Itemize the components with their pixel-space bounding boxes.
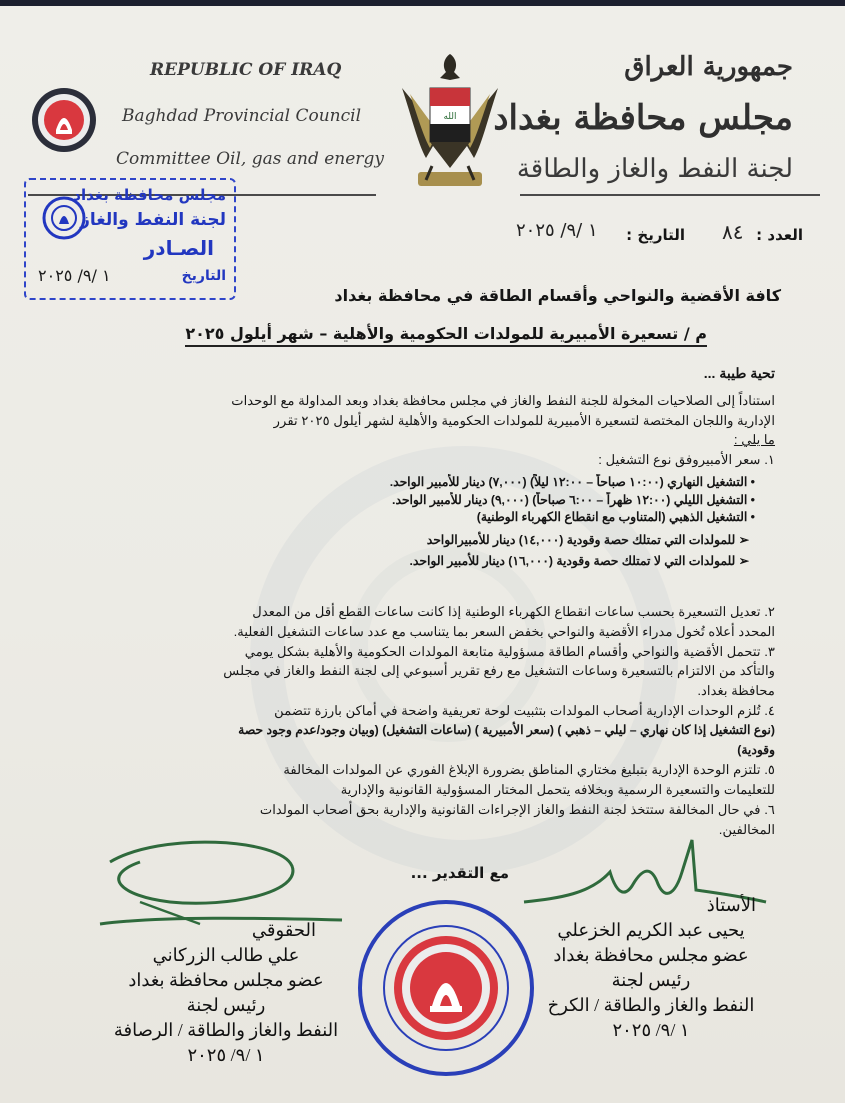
item1: [55, 450, 775, 470]
signatory-left-role3: النفط والغاز والطاقة / الرصافة: [113, 1020, 339, 1040]
signatory-left-date: ١ /٩/ ٢٠٢٥: [187, 1045, 265, 1065]
signatory-right-role1: عضو مجلس محافظة بغداد: [553, 945, 749, 965]
header-en-line1: REPUBLIC OF IRAQ: [150, 60, 342, 80]
sub-bullet-item: [89, 551, 749, 572]
signatory-left-title: الحقوقي: [251, 920, 316, 940]
bullet-text: التشغيل الذهبي (المتناوب مع انقطاع الكهرباء الوطنية): [476, 510, 748, 524]
subject: م / تسعيرة الأمبيرية للمولدات الحكومية والأهلية – شهر أيلول ٢٠٢٥: [185, 324, 707, 347]
paragraph-line: محافظة بغداد.: [697, 683, 775, 699]
sub-bullet-list: [89, 530, 749, 572]
paragraph-line: وقودية): [737, 742, 775, 757]
paragraph-line: ٢. تعديل التسعيرة بحسب ساعات انقطاع الكهرباء الوطنية إذا كانت ساعات القطع أقل من المعدل: [252, 604, 775, 619]
signatory-left-role2: رئيس لجنة: [186, 995, 266, 1015]
arrow-bullet-icon: ➢: [738, 533, 749, 547]
sub-bullet-text: للمولدات التي لا تمتلك حصة وقودية (١٦,٠٠٠) دينار للأمبير الواحد.: [409, 554, 736, 568]
header-ar-line3: لجنة النفط والغاز والطاقة: [516, 154, 793, 184]
paragraph-line: للتعليمات والتسعيرة الرسمية وبخلافه يتحمل المختار المسؤولية القانونية والإدارية: [340, 782, 775, 798]
greeting: تحية طيبة ...: [703, 365, 775, 381]
stamp-line3: الصـادر: [143, 236, 214, 260]
recipient: كافة الأقضية والنواحي وأقسام الطاقة في محافظة بغداد: [334, 286, 781, 305]
signatory-right-title: الأستاذ: [706, 895, 756, 915]
header-ar-line1: جمهورية العراق: [624, 52, 793, 82]
signatory-left-name: علي طالب الزركاني: [152, 945, 300, 965]
intro-line: الإدارية واللجان المختصة لتسعيرة الأمبيرية للمولدات الحكومية والأهلية لشهر أيلول ٢٠٢٥ تقرر: [273, 412, 775, 428]
sub-bullet-item: [89, 530, 749, 551]
paragraphs: [55, 602, 775, 840]
stamp-line2: لجنة النفط والغاز: [80, 210, 226, 230]
date-label: التاريخ :: [626, 226, 685, 244]
closing: مع التقدير ...: [410, 864, 509, 882]
signatory-left: [106, 918, 346, 1068]
date-value: ١ /٩/ ٢٠٢٥: [516, 220, 598, 241]
issued-stamp: [24, 178, 236, 300]
signatory-right-date: ١ /٩/ ٢٠٢٥: [612, 1020, 690, 1040]
signatory-right-name: يحيى عبد الكريم الخزعلي: [557, 920, 745, 940]
intro-line: استناداً إلى الصلاحيات المخولة للجنة النفط والغاز في مجلس محافظة بغداد وبعد المداولة مع الوحدات: [231, 393, 775, 408]
paragraph-line: ٣. تتحمل الأقضية والنواحي وأقسام الطاقة مسؤولية متابعة المولدات الحكومية والأهلية بشكل يومي: [244, 643, 775, 659]
header-en-line2: Baghdad Provincial Council: [122, 106, 362, 126]
bullet-list: [65, 474, 755, 527]
signatory-right-role2: رئيس لجنة: [611, 970, 691, 990]
sub-bullet-text: للمولدات التي تمتلك حصة وقودية (١٤,٠٠٠) دينار للأمبيرالواحد: [426, 533, 736, 547]
council-logo-icon: [30, 86, 98, 154]
signatory-right: [536, 893, 766, 1043]
stamp-line1: مجلس محافظة بغداد: [73, 186, 226, 204]
paragraph-line: ٥. تلتزم الوحدة الإدارية بتبليغ مختاري المناطق بضرورة الإبلاغ الفوري عن المولدات المخالفة: [283, 762, 775, 778]
bullet-text: التشغيل النهاري (١٠:٠٠ صباحاً – ١٢:٠٠ ليلاً) (٧,٠٠٠) دينار للأمبير الواحد.: [389, 475, 748, 489]
header-en-line3: Committee Oil, gas and energy: [116, 149, 384, 169]
paragraph-line: المحدد أعلاه تُخول مدراء الأقضية والنواحي بخفض السعر بما يتناسب مع عدد ساعات التشغيل الفعلية.: [233, 623, 775, 639]
bullet-text: التشغيل الليلي (١٢:٠٠ ظهراً – ٦:٠٠ صباحاً) (٩,٠٠٠) دينار للأمبير الواحد.: [392, 492, 748, 507]
signatory-right-role3: النفط والغاز والطاقة / الكرخ: [547, 995, 755, 1015]
number-value: ٨٤: [722, 220, 744, 244]
stamp-date-value: ١ /٩/ ٢٠٢٥: [38, 266, 111, 285]
intro-line: ما يلي :: [733, 432, 775, 447]
arrow-bullet-icon: ➢: [738, 554, 749, 568]
bullet-item: • التشغيل الليلي (١٢:٠٠ ظهراً – ٦:٠٠ صباحاً) (٩,٠٠٠) دينار للأمبير الواحد.: [392, 492, 755, 507]
paragraph-line: (نوع التشغيل إذا كان نهاري – ليلي – ذهبي ) (سعر الأمبيرية ) (ساعات التشغيل) (وبيان وجود/عدم وجود حصة: [238, 722, 775, 737]
stamp-date-label: التاريخ: [181, 268, 226, 284]
header-rule-right: [520, 194, 820, 196]
eagle-emblem-icon: [392, 48, 508, 196]
header-ar-line2: مجلس محافظة بغداد: [493, 98, 793, 138]
paragraph-line: والتأكد من الالتزام بالتسعيرة وساعات التشغيل مع رفع تقرير أسبوعي إلى لجنة النفط والغاز في مجلس: [223, 663, 775, 679]
bullet-item: • التشغيل الذهبي (المتناوب مع انقطاع الكهرباء الوطنية): [476, 510, 755, 524]
paragraph-line: ٦. في حال المخالفة ستتخذ لجنة النفط والغاز الإجراءات القانونية والإدارية بحق أصحاب المولدات: [259, 801, 775, 817]
svg-text:الله: الله: [443, 112, 457, 122]
council-seal-icon: [356, 898, 536, 1078]
item1-title: ١. سعر الأمبيروفق نوع التشغيل :: [598, 452, 775, 467]
paragraph-line: المخالفين.: [718, 821, 775, 837]
signatory-left-role1: عضو مجلس محافظة بغداد: [128, 970, 324, 990]
paragraph-line: ٤. تُلزم الوحدات الإدارية أصحاب المولدات بتثبيت لوحة تعريفية واضحة في أماكن بارزة تتضمن: [274, 702, 775, 718]
letter-page: [0, 6, 845, 1103]
number-label: العدد :: [756, 226, 803, 244]
intro: [55, 391, 775, 450]
bullet-item: • التشغيل النهاري (١٠:٠٠ صباحاً – ١٢:٠٠ ليلاً) (٧,٠٠٠) دينار للأمبير الواحد.: [389, 475, 755, 489]
